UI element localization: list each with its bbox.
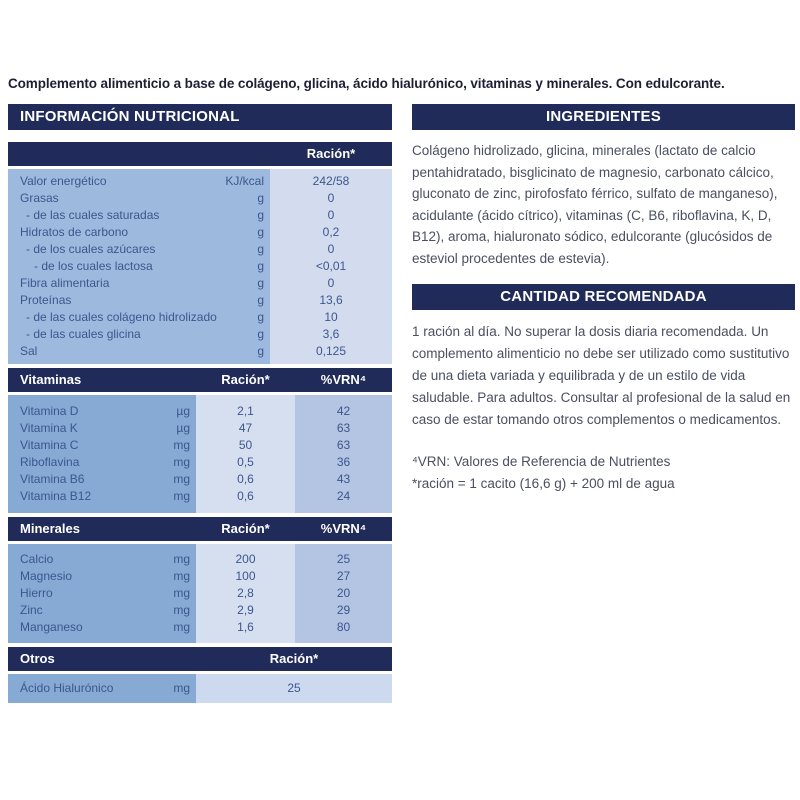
row-unit: g	[257, 191, 264, 205]
row-label: - de las cuales colágeno hidrolizado	[26, 310, 217, 324]
row-unit: mg	[173, 472, 190, 486]
row-label: Proteínas	[20, 293, 72, 307]
row-racion-value: 0,6	[237, 489, 254, 503]
nutrient-row	[8, 224, 392, 241]
nutrient-row	[8, 585, 392, 602]
row-vrn-value: 29	[336, 603, 351, 617]
row-value: 0	[327, 242, 335, 256]
row-unit: mg	[173, 552, 190, 566]
row-racion-value: 2,8	[237, 586, 254, 600]
racion-footnote: *ración = 1 cacito (16,6 g) + 200 ml de agua	[412, 476, 675, 491]
row-label: - de las cuales glicina	[26, 327, 141, 341]
row-unit: g	[257, 293, 264, 307]
nutrient-row	[8, 275, 392, 292]
row-vrn-value: 43	[336, 472, 351, 486]
nutrient-row	[8, 488, 392, 505]
row-racion-value: 0,6	[237, 472, 254, 486]
nutrient-row	[8, 420, 392, 437]
row-label: - de los cuales lactosa	[34, 259, 153, 273]
row-racion-value: 100	[235, 569, 256, 583]
row-label: Hidratos de carbono	[20, 225, 129, 239]
row-vrn-value: 36	[336, 455, 351, 469]
row-unit: mg	[173, 620, 190, 634]
racion-column-header: Ración*	[306, 146, 356, 161]
nutrient-row	[8, 551, 392, 568]
row-value: 0	[327, 276, 335, 290]
row-value: 242/58	[312, 174, 350, 188]
row-unit: mg	[173, 586, 190, 600]
vrn-footnote: ⁴VRN: Valores de Referencia de Nutrientes	[412, 454, 671, 469]
racion-column-header: Ración*	[221, 372, 270, 387]
vrn-column-header: %VRN⁴	[320, 521, 367, 536]
nutrient-row	[8, 326, 392, 343]
info-panel	[412, 104, 795, 495]
row-label: Manganeso	[20, 620, 83, 634]
others-section-title: Otros	[20, 651, 55, 666]
ingredients-title-bar: INGREDIENTES	[412, 104, 795, 130]
row-racion-value: 2,9	[237, 603, 254, 617]
nutrition-table-header	[8, 142, 392, 166]
nutrient-row	[8, 292, 392, 309]
row-label: Vitamina D	[20, 404, 79, 418]
row-unit: g	[257, 242, 264, 256]
row-unit: µg	[176, 404, 190, 418]
nutrient-row	[8, 602, 392, 619]
nutrient-row	[8, 309, 392, 326]
row-unit: g	[257, 208, 264, 222]
row-label: Valor energético	[20, 174, 107, 188]
row-racion-value: 2,1	[237, 404, 254, 418]
header-spacer	[148, 647, 196, 671]
nutrient-row	[8, 619, 392, 636]
row-unit: mg	[173, 455, 190, 469]
row-racion-value: 0,5	[237, 455, 254, 469]
row-vrn-value: 20	[336, 586, 351, 600]
row-value: 0,2	[322, 225, 340, 239]
header-spacer	[148, 368, 196, 392]
vitamins-header-bar	[8, 368, 392, 392]
row-value: 0	[327, 191, 335, 205]
racion-column-header: Ración*	[269, 651, 319, 666]
nutrient-row	[8, 454, 392, 471]
recommended-text: 1 ración al día. No superar la dosis diaria recomendada. Un complemento alimenticio no debe ser utilizado como sustitutivo de una dieta variada y equilibrada y de un estilo de vida saludable. Para adultos. Consultar al profesional de la salud en caso de estar tomando otros complementos o medicamentos.	[412, 324, 791, 427]
row-unit: mg	[173, 681, 190, 695]
row-value: 3,6	[322, 327, 340, 341]
row-vrn-value: 27	[336, 569, 351, 583]
row-unit: g	[257, 327, 264, 341]
row-racion-value: 1,6	[237, 620, 254, 634]
nutrition-main-rows	[8, 169, 392, 364]
row-label: - de las cuales saturadas	[26, 208, 160, 222]
row-unit: mg	[173, 569, 190, 583]
row-label: Hierro	[20, 586, 53, 600]
racion-column-header: Ración*	[221, 521, 270, 536]
row-value: 0	[327, 208, 335, 222]
minerals-section-title: Minerales	[20, 521, 80, 536]
row-racion-value: 50	[238, 438, 253, 452]
minerals-rows	[8, 544, 392, 643]
row-label: Grasas	[20, 191, 59, 205]
nutrient-row	[8, 258, 392, 275]
nutrition-panel	[8, 104, 392, 703]
row-vrn-value: 80	[336, 620, 351, 634]
ingredients-text: Colágeno hidrolizado, glicina, minerales (lactato de calcio pentahidratado, bisglicinato de magnesio, carbonato cálcico, gluconato de zinc, pirofosfato férrico, sulfato de manganeso), acidulante (ácido cítrico), vitaminas (C, B6, riboflavina, K, D, B12), aroma, hialuronato sódico, edulcorante (glucósidos de esteviol procedentes de estevia).	[412, 143, 778, 266]
row-label: Sal	[20, 344, 38, 358]
row-value: 25	[287, 681, 301, 695]
row-unit: g	[257, 310, 264, 324]
vrn-column-header: %VRN⁴	[320, 372, 367, 387]
row-unit: µg	[176, 421, 190, 435]
row-label: Magnesio	[20, 569, 73, 583]
row-value: <0,01	[315, 259, 347, 273]
row-label: Vitamina C	[20, 438, 79, 452]
row-label: Fibra alimentaria	[20, 276, 110, 290]
row-label: - de los cuales azúcares	[26, 242, 156, 256]
row-value: 0,125	[315, 344, 347, 358]
nutrient-row	[8, 568, 392, 585]
row-unit: g	[257, 259, 264, 273]
row-label: Vitamina B12	[20, 489, 92, 503]
row-vrn-value: 25	[336, 552, 351, 566]
row-value: 13,6	[319, 293, 343, 307]
row-label: Vitamina B6	[20, 472, 85, 486]
nutrient-row	[8, 471, 392, 488]
others-rows	[8, 674, 392, 703]
row-unit: g	[257, 276, 264, 290]
row-vrn-value: 63	[336, 421, 351, 435]
row-label: Vitamina K	[20, 421, 78, 435]
nutrient-row	[8, 343, 392, 360]
others-header-bar	[8, 647, 392, 671]
row-unit: KJ/kcal	[225, 174, 264, 188]
row-unit: mg	[173, 489, 190, 503]
vitamins-rows	[8, 395, 392, 513]
nutrient-row	[8, 403, 392, 420]
row-label: Calcio	[20, 552, 54, 566]
nutrient-row	[8, 437, 392, 454]
row-vrn-value: 63	[336, 438, 351, 452]
row-label: Riboflavina	[20, 455, 80, 469]
row-racion-value: 47	[238, 421, 253, 435]
row-vrn-value: 42	[336, 404, 351, 418]
nutrient-row	[8, 680, 392, 697]
row-label: Zinc	[20, 603, 43, 617]
header-spacer	[220, 142, 270, 166]
row-vrn-value: 24	[336, 489, 351, 503]
minerals-header-bar	[8, 517, 392, 541]
header-spacer	[8, 142, 220, 166]
vitamins-section-title: Vitaminas	[20, 372, 82, 387]
footnotes	[412, 451, 795, 495]
nutrient-row	[8, 241, 392, 258]
row-unit: g	[257, 344, 264, 358]
recommended-title-bar: CANTIDAD RECOMENDADA	[412, 284, 795, 310]
row-label: Ácido Hialurónico	[20, 681, 114, 695]
nutrient-row	[8, 190, 392, 207]
row-value: 10	[324, 310, 338, 324]
nutrient-row	[8, 207, 392, 224]
header-spacer	[148, 517, 196, 541]
row-racion-value: 200	[235, 552, 256, 566]
row-unit: mg	[173, 438, 190, 452]
nutrition-title-bar: INFORMACIÓN NUTRICIONAL	[8, 104, 392, 130]
nutrient-row	[8, 173, 392, 190]
row-unit: g	[257, 225, 264, 239]
row-unit: mg	[173, 603, 190, 617]
product-description: Complemento alimenticio a base de colágeno, glicina, ácido hialurónico, vitaminas y minerales. Con edulcorante.	[8, 76, 725, 91]
